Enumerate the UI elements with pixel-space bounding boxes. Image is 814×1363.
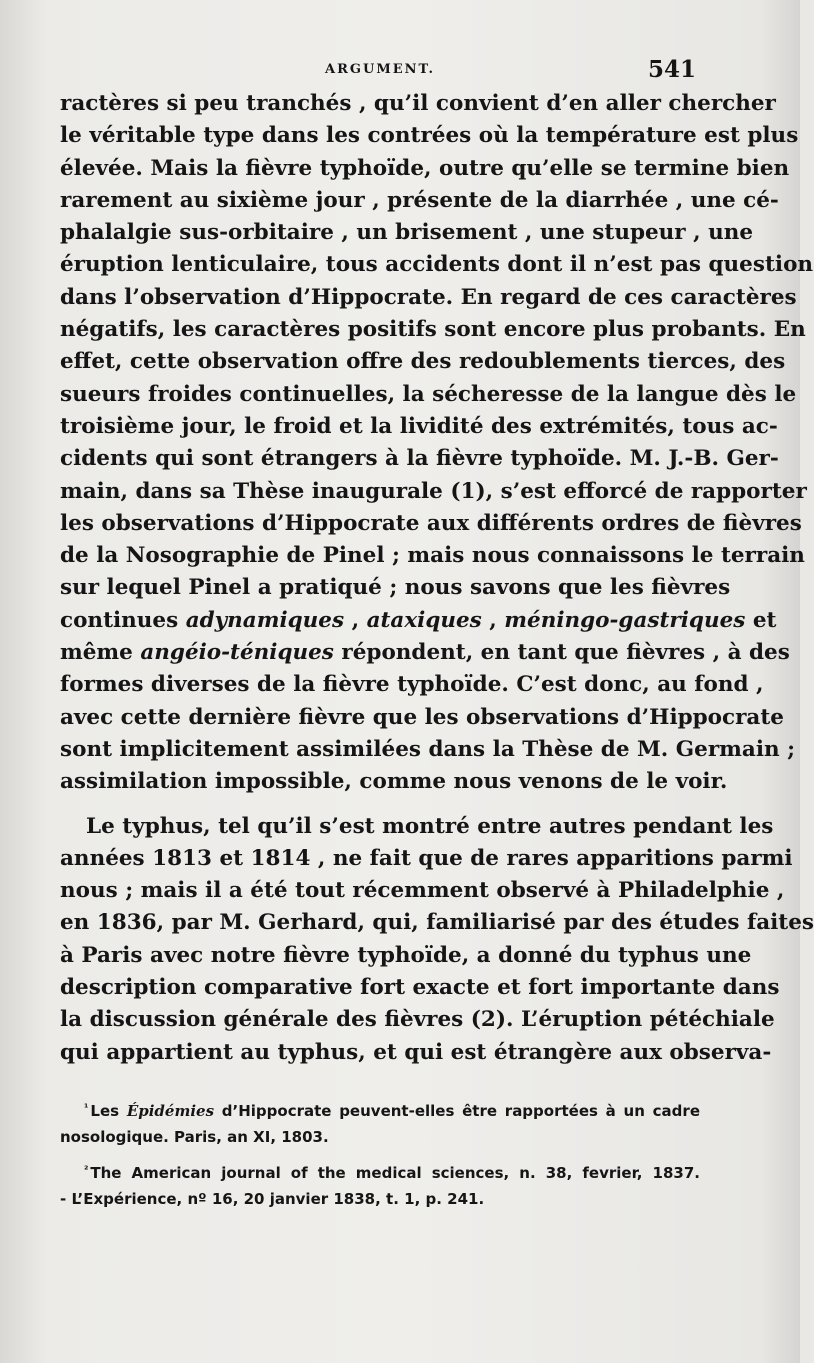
- text-line: les observations d’Hippocrate aux différents ordres de fièvres: [60, 510, 802, 536]
- italic-term: méningo-gastriques: [504, 607, 746, 633]
- footnote-1: [60, 1098, 700, 1150]
- text-line: [60, 605, 777, 637]
- footnote-line: [60, 1160, 700, 1186]
- footnote-marker: ¹: [84, 1103, 89, 1114]
- text-fragment: ,: [481, 607, 505, 633]
- text-line: [60, 637, 790, 669]
- page-number: 541: [647, 56, 696, 83]
- text-line: éruption lenticulaire, tous accidents dont il n’est pas question: [60, 252, 814, 278]
- text-line: qui appartient au typhus, et qui est étrangère aux observa-: [60, 1039, 772, 1065]
- text-line: sur lequel Pinel a pratiqué ; nous savons que les fièvres: [60, 575, 731, 601]
- text-line: négatifs, les caractères positifs sont encore plus probants. En: [60, 317, 806, 343]
- running-head: ARGUMENT.: [325, 62, 436, 77]
- footnote-marker: ²: [84, 1165, 89, 1176]
- text-line: main, dans sa Thèse inaugurale (1), s’est efforcé de rapporter: [60, 478, 807, 504]
- paragraph-gap: [60, 799, 700, 811]
- text-line: en 1836, par M. Gerhard, qui, familiarisé par des études faites: [60, 910, 814, 936]
- text-line: effet, cette observation offre des redoublements tierces, des: [60, 349, 786, 375]
- text-fragment: d’Hippocrate peuvent-elles être rapportées à un cadre: [214, 1102, 700, 1120]
- footnote-title: Épidémies: [126, 1102, 215, 1120]
- text-line: la discussion générale des fièvres (2). L’éruption pétéchiale: [60, 1007, 775, 1033]
- text-line: années 1813 et 1814 , ne fait que de rares apparitions parmi: [60, 845, 793, 871]
- text-line: description comparative fort exacte et fort importante dans: [60, 975, 780, 1001]
- text-line: rarement au sixième jour , présente de la diarrhée , une cé-: [60, 187, 779, 213]
- footnote-line: nosologique. Paris, an XI, 1803.: [60, 1128, 329, 1146]
- text-fragment: continues: [60, 607, 186, 633]
- footnote-line: - L’Expérience, nº 16, 20 janvier 1838, t. 1, p. 241.: [60, 1190, 485, 1208]
- text-line: élevée. Mais la fièvre typhoïde, outre qu’elle se termine bien: [60, 155, 790, 181]
- text-line: dans l’observation d’Hippocrate. En regard de ces caractères: [60, 284, 797, 310]
- italic-term: ataxiques: [366, 607, 482, 633]
- paragraph-1: [60, 88, 814, 799]
- text-line: Le typhus, tel qu’il s’est montré entre autres pendant les: [86, 813, 774, 839]
- text-line: sont implicitement assimilées dans la Thèse de M. Germain ;: [60, 736, 796, 762]
- footnote-2: [60, 1160, 700, 1212]
- text-line: formes diverses de la fièvre typhoïde. C’est donc, au fond ,: [60, 672, 764, 698]
- text-line: de la Nosographie de Pinel ; mais nous connaissons le terrain: [60, 543, 805, 569]
- text-line: ractères si peu tranchés , qu’il convient d’en aller chercher: [60, 91, 776, 116]
- italic-term: adynamiques: [185, 607, 345, 633]
- text-fragment: Les: [90, 1102, 127, 1120]
- paragraph-2: [60, 811, 814, 1069]
- text-fragment: et: [745, 607, 777, 633]
- text-line: troisième jour, le froid et la lividité des extrémités, tous ac-: [60, 413, 778, 439]
- text-line: phalalgie sus-orbitaire , un brisement , une stupeur , une: [60, 220, 754, 246]
- text-line: sueurs froides continuelles, la sécheresse de la langue dès le: [60, 381, 797, 407]
- main-text: [60, 88, 814, 1069]
- page-header: [60, 58, 700, 88]
- italic-term: angéio-téniques: [140, 640, 334, 666]
- text-line: le véritable type dans les contrées où la température est plus: [60, 123, 799, 149]
- text-line: à Paris avec notre fièvre typhoïde, a donné du typhus une: [60, 942, 752, 968]
- text-fragment: ,: [344, 607, 367, 633]
- footnote-line: [60, 1098, 700, 1124]
- text-line: assimilation impossible, comme nous venons de le voir.: [60, 769, 728, 795]
- text-line: nous ; mais il a été tout récemment observé à Philadelphie ,: [60, 878, 785, 904]
- footnotes: [60, 1098, 700, 1222]
- text-line: avec cette dernière fièvre que les observations d’Hippocrate: [60, 704, 784, 730]
- text-fragment: répondent, en tant que fièvres , à des: [333, 640, 790, 666]
- text-fragment: même: [60, 640, 141, 666]
- text-fragment: The American journal of the medical sciences, n. 38, fevrier, 1837.: [90, 1164, 700, 1182]
- text-line: cidents qui sont étrangers à la fièvre typhoïde. M. J.-B. Ger-: [60, 446, 779, 472]
